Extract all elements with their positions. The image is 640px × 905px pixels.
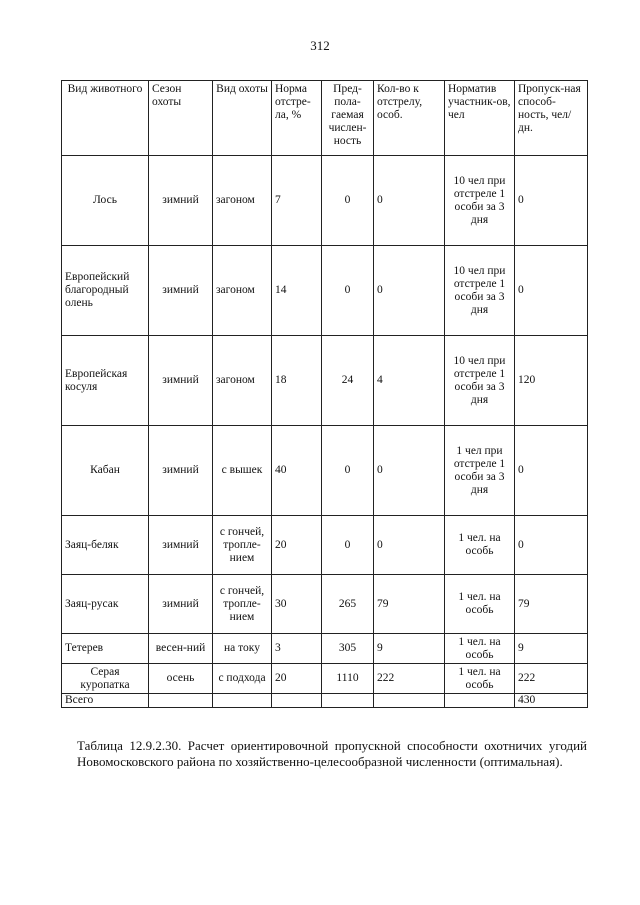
cell-population: 0: [322, 246, 374, 336]
cell-hunt-type: с подхода: [213, 664, 272, 694]
cell-cull-count: 0: [374, 156, 445, 246]
cell-animal: Тетерев: [62, 634, 149, 664]
table-row: [62, 426, 588, 516]
empty-cell: [374, 694, 445, 708]
cell-cull-rate: 18: [272, 336, 322, 426]
cell-hunt-type: загоном: [213, 246, 272, 336]
header-cull-count: Кол-во к отстрелу, особ.: [374, 81, 445, 156]
cell-population: 265: [322, 575, 374, 634]
cell-participants: 10 чел при отстреле 1 особи за 3 дня: [445, 246, 515, 336]
empty-cell: [445, 694, 515, 708]
cell-animal: Серая куропатка: [62, 664, 149, 694]
header-animal: Вид животного: [62, 81, 149, 156]
cell-cull-rate: 3: [272, 634, 322, 664]
cell-hunt-type: загоном: [213, 156, 272, 246]
cell-cull-count: 0: [374, 516, 445, 575]
cell-season: зимний: [149, 336, 213, 426]
cell-cull-rate: 14: [272, 246, 322, 336]
cell-capacity: 9: [515, 634, 588, 664]
cell-cull-rate: 30: [272, 575, 322, 634]
cell-hunt-type: на току: [213, 634, 272, 664]
empty-cell: [322, 694, 374, 708]
cell-hunt-type: с гончей, тропле-нием: [213, 516, 272, 575]
cell-participants: 1 чел при отстреле 1 особи за 3 дня: [445, 426, 515, 516]
cell-participants: 1 чел. на особь: [445, 634, 515, 664]
cell-cull-count: 0: [374, 426, 445, 516]
cell-population: 0: [322, 156, 374, 246]
header-expected-population: Пред-пола-гаемая числен-ность: [322, 81, 374, 156]
table-row: [62, 156, 588, 246]
cell-participants: 10 чел при отстреле 1 особи за 3 дня: [445, 156, 515, 246]
cell-season: весен-ний: [149, 634, 213, 664]
cell-animal: Лось: [62, 156, 149, 246]
cell-capacity: 79: [515, 575, 588, 634]
cell-capacity: 0: [515, 156, 588, 246]
cell-capacity: 0: [515, 426, 588, 516]
header-participants-norm: Норматив участник-ов, чел: [445, 81, 515, 156]
table-row: [62, 634, 588, 664]
cell-participants: 1 чел. на особь: [445, 664, 515, 694]
table-row: [62, 575, 588, 634]
cell-animal: Кабан: [62, 426, 149, 516]
cell-season: зимний: [149, 575, 213, 634]
cell-animal: Заяц-беляк: [62, 516, 149, 575]
cell-hunt-type: загоном: [213, 336, 272, 426]
header-season: Сезон охоты: [149, 81, 213, 156]
cell-season: осень: [149, 664, 213, 694]
cell-cull-count: 4: [374, 336, 445, 426]
cell-population: 0: [322, 516, 374, 575]
header-capacity: Пропуск-ная способ-ность, чел/дн.: [515, 81, 588, 156]
cell-cull-rate: 40: [272, 426, 322, 516]
cell-participants: 1 чел. на особь: [445, 575, 515, 634]
cell-animal: Европейский благородный олень: [62, 246, 149, 336]
cell-animal: Европейская косуля: [62, 336, 149, 426]
cell-animal: Заяц-русак: [62, 575, 149, 634]
cell-population: 0: [322, 426, 374, 516]
cell-cull-count: 222: [374, 664, 445, 694]
cell-participants: 10 чел при отстреле 1 особи за 3 дня: [445, 336, 515, 426]
cell-season: зимний: [149, 156, 213, 246]
table-total-row: [62, 694, 588, 708]
cell-season: зимний: [149, 246, 213, 336]
table-row: [62, 246, 588, 336]
empty-cell: [272, 694, 322, 708]
table-row: [62, 664, 588, 694]
cell-capacity: 0: [515, 246, 588, 336]
cell-season: зимний: [149, 516, 213, 575]
table-row: [62, 516, 588, 575]
cell-population: 305: [322, 634, 374, 664]
empty-cell: [149, 694, 213, 708]
cell-cull-rate: 20: [272, 516, 322, 575]
empty-cell: [213, 694, 272, 708]
cell-cull-count: 79: [374, 575, 445, 634]
cell-hunt-type: с вышек: [213, 426, 272, 516]
cell-population: 24: [322, 336, 374, 426]
cell-capacity: 0: [515, 516, 588, 575]
total-value: 430: [515, 694, 588, 708]
total-label: Всего: [62, 694, 149, 708]
cell-cull-rate: 20: [272, 664, 322, 694]
table-header-row: [62, 81, 588, 156]
header-hunt-type: Вид охоты: [213, 81, 272, 156]
cell-capacity: 222: [515, 664, 588, 694]
cell-participants: 1 чел. на особь: [445, 516, 515, 575]
hunting-capacity-table: [61, 80, 588, 708]
cell-cull-rate: 7: [272, 156, 322, 246]
cell-season: зимний: [149, 426, 213, 516]
header-cull-rate: Норма отстре-ла, %: [272, 81, 322, 156]
table-row: [62, 336, 588, 426]
cell-cull-count: 9: [374, 634, 445, 664]
cell-population: 1110: [322, 664, 374, 694]
table-caption: Таблица 12.9.2.30. Расчет ориентировочной пропускной способности охотничих угодий Новомосковского района по хозяйственно-целесообразной численности (оптимальная).: [77, 738, 587, 769]
cell-cull-count: 0: [374, 246, 445, 336]
page-number: 312: [310, 38, 330, 53]
cell-hunt-type: с гончей, тропле-нием: [213, 575, 272, 634]
cell-capacity: 120: [515, 336, 588, 426]
